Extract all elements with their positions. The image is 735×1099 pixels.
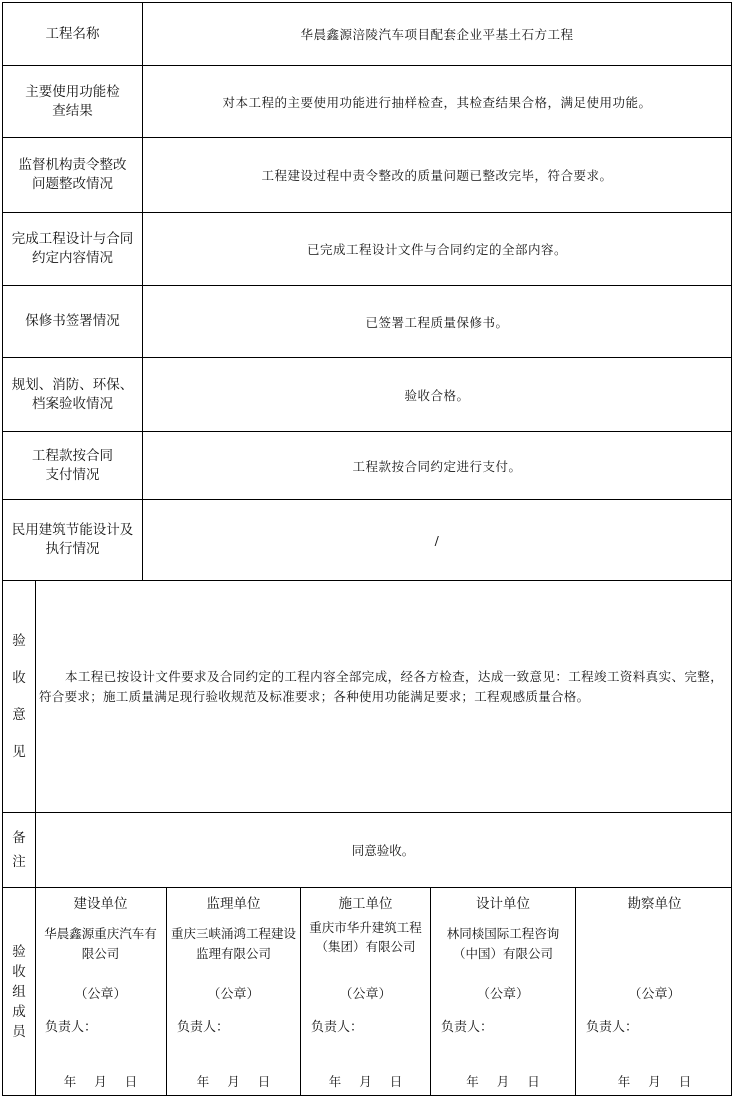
members-columns <box>35 888 731 1095</box>
label-char: 注 <box>12 854 26 870</box>
value-project-name: 华晨鑫源涪陵汽车项目配套企业平基土石方工程 <box>300 27 574 42</box>
row-supervision-rectification <box>2 137 732 213</box>
label-function-check <box>3 66 143 137</box>
label-supervision-rectification <box>3 138 143 212</box>
label-text: 规划、消防、环保、档案验收情况 <box>11 376 134 412</box>
unit-title: 设计单位 <box>476 896 530 912</box>
unit-date: 年 月 日 <box>63 1074 138 1089</box>
row-function-check <box>2 65 732 138</box>
unit-date: 年 月 日 <box>196 1074 271 1089</box>
label-acceptance-opinion <box>3 581 36 812</box>
label-char: 成 <box>12 1003 26 1020</box>
unit-name: 华晨鑫源重庆汽车有限公司 <box>44 926 157 961</box>
value-design-contract: 已完成工程设计文件与合同约定的全部内容。 <box>306 242 567 257</box>
value-special-acceptance: 验收合格。 <box>404 387 470 403</box>
row-special-acceptance <box>2 357 732 432</box>
unit-survey <box>576 888 733 1095</box>
label-char: 意 <box>12 706 26 723</box>
remark-text: 同意验收。 <box>351 843 415 858</box>
label-design-contract <box>3 213 143 285</box>
label-char: 见 <box>12 743 26 760</box>
unit-seal: （公章） <box>207 987 260 1002</box>
opinion-text: 本工程已按设计文件要求及合同约定的工程内容全部完成，经各方检查，达成一致意见：工程竣工资料真实、完整，符合要求；施工质量满足现行验收规范及标准要求；各种使用功能满足要求；工程观感质量合格。 <box>39 669 723 704</box>
unit-date: 年 月 日 <box>328 1074 403 1089</box>
label-payment <box>3 432 143 499</box>
unit-construction <box>35 888 167 1095</box>
unit-responsible: 负责人： <box>177 1020 230 1035</box>
unit-responsible: 负责人： <box>45 1020 98 1035</box>
value-function-check: 对本工程的主要使用功能进行抽样检查，其检查结果合格，满足使用功能。 <box>222 94 652 110</box>
label-char: 员 <box>12 1023 26 1040</box>
label-text: 民用建筑节能设计及执行情况 <box>11 522 134 557</box>
label-remark <box>3 813 36 887</box>
label-text: 监督机构责令整改问题整改情况 <box>18 157 127 192</box>
unit-date: 年 月 日 <box>466 1074 540 1089</box>
label-char: 收 <box>12 669 26 686</box>
unit-name: 林同棪国际工程咨询（中国）有限公司 <box>446 926 560 961</box>
unit-responsible: 负责人： <box>441 1020 494 1035</box>
unit-supervision <box>167 888 301 1095</box>
value-energy-saving: / <box>434 532 440 548</box>
row-energy-saving <box>2 499 732 581</box>
label-char: 备 <box>12 830 26 846</box>
unit-responsible: 负责人： <box>586 1020 639 1035</box>
label-char: 验 <box>12 943 26 960</box>
unit-title: 建设单位 <box>73 896 128 912</box>
label-text: 完成工程设计与合同约定内容情况 <box>11 231 134 266</box>
value-warranty: 已签署工程质量保修书。 <box>365 314 509 330</box>
label-text: 主要使用功能检查结果 <box>25 83 120 119</box>
row-remark <box>2 812 732 888</box>
label-energy-saving <box>3 500 143 580</box>
label-acceptance-members <box>3 888 36 1095</box>
unit-design <box>431 888 576 1095</box>
label-char: 验 <box>12 632 26 649</box>
unit-title: 监理单位 <box>206 896 261 912</box>
unit-contractor <box>301 888 431 1095</box>
row-acceptance-opinion <box>2 580 732 813</box>
unit-seal: （公章） <box>628 987 681 1002</box>
row-design-contract <box>2 212 732 286</box>
unit-responsible: 负责人： <box>311 1020 364 1035</box>
row-acceptance-members <box>2 887 732 1096</box>
unit-seal: （公章） <box>476 987 529 1002</box>
value-payment: 工程款按合同约定进行支付。 <box>352 458 522 474</box>
row-payment <box>2 431 732 500</box>
unit-seal: （公章） <box>339 987 392 1002</box>
unit-name: 重庆三峡涌鸿工程建设监理有限公司 <box>171 926 297 961</box>
label-char: 组 <box>12 983 26 1000</box>
row-warranty <box>2 285 732 358</box>
label-char: 收 <box>12 963 26 980</box>
unit-date: 年 月 日 <box>617 1074 692 1089</box>
label-text: 工程款按合同支付情况 <box>32 447 113 483</box>
unit-title: 勘察单位 <box>627 896 682 912</box>
label-project-name: 工程名称 <box>3 3 143 65</box>
unit-title: 施工单位 <box>338 896 393 912</box>
unit-name: 重庆市华升建筑工程（集团）有限公司 <box>309 920 422 954</box>
row-project-name <box>2 2 732 66</box>
label-warranty: 保修书签署情况 <box>3 286 143 357</box>
unit-seal: （公章） <box>74 987 127 1002</box>
value-supervision-rectification: 工程建设过程中责令整改的质量问题已整改完毕，符合要求。 <box>261 168 613 183</box>
label-special-acceptance <box>3 358 143 431</box>
